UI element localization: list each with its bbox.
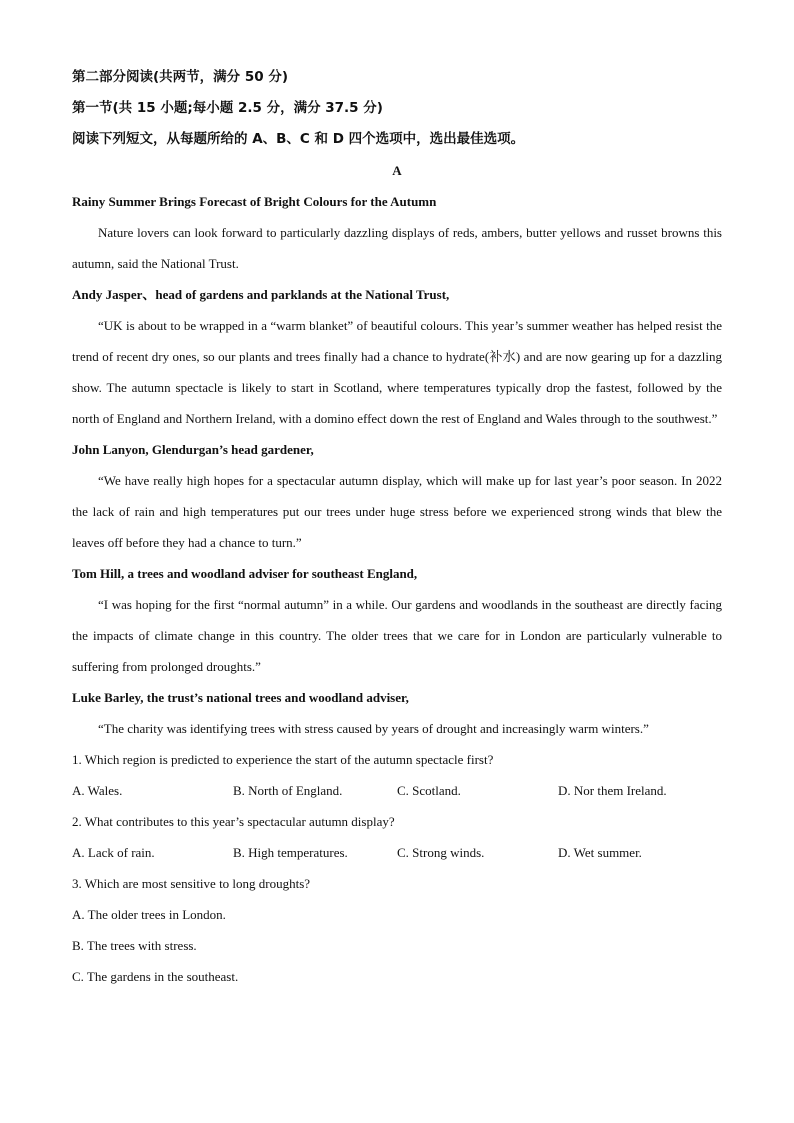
speaker-quote: “UK is about to be wrapped in a “warm blanket” of beautiful colours. This year’s summer weather has helped resist the trend of recent dry ones, so our plants and trees finally had a chance to hydrate(补水) and are now gearing up for a dazzling show. The autumn spectacle is likely to start in Scotland, where temperatures typically drop the fastest, followed by the north of England and Northern Ireland, with a domino effect down the rest of England and Wales through to the southwest.” (72, 318, 722, 426)
speaker-quote: “We have really high hopes for a spectacular autumn display, which will make up for last year’s poor season. In 2022 the lack of rain and high temperatures put our trees under huge stress before we experienced strong winds that blew the leaves off before they had a chance to turn.” (72, 473, 722, 550)
speaker-name: Luke Barley, the trust’s national trees and woodland adviser, (72, 690, 409, 705)
speaker-quote: “I was hoping for the first “normal autumn” in a while. Our gardens and woodlands in the southeast are directly facing the impacts of climate change in this country. The older trees that we care for in London are particularly vulnerable to suffering from prolonged droughts.” (72, 597, 722, 674)
option-c[interactable]: C. The gardens in the southeast. (72, 969, 239, 984)
speaker-name: John Lanyon, Glendurgan’s head gardener, (72, 442, 314, 457)
option-d[interactable]: D. Nor them Ireland. (558, 783, 667, 798)
question-stem: 1. Which region is predicted to experience the start of the autumn spectacle first? (72, 752, 494, 767)
part-heading: 第二部分阅读(共两节，满分 50 分) (72, 69, 289, 85)
question-stem: 2. What contributes to this year’s spectacular autumn display? (72, 814, 395, 829)
instruction: 阅读下列短文，从每题所给的 A、B、C 和 D 四个选项中，选出最佳选项。 (72, 131, 525, 147)
question-options (72, 837, 722, 868)
section-heading: 第一节(共 15 小题;每小题 2.5 分，满分 37.5 分) (72, 100, 383, 116)
option-c[interactable]: C. Strong winds. (397, 845, 485, 860)
question-stem: 3. Which are most sensitive to long droughts? (72, 876, 311, 891)
question-options (72, 775, 722, 806)
option-b[interactable]: B. North of England. (233, 783, 343, 798)
option-d[interactable]: D. Wet summer. (558, 845, 642, 860)
option-a[interactable]: A. The older trees in London. (72, 907, 226, 922)
speaker-name: Tom Hill, a trees and woodland adviser for southeast England, (72, 566, 418, 581)
passage-label: A (392, 163, 402, 178)
speaker-name: Andy Jasper、head of gardens and parklands at the National Trust, (72, 287, 450, 302)
option-c[interactable]: C. Scotland. (397, 783, 461, 798)
article-title: Rainy Summer Brings Forecast of Bright Colours for the Autumn (72, 194, 437, 209)
article-intro: Nature lovers can look forward to particularly dazzling displays of reds, ambers, butter yellows and russet browns this autumn, said the National Trust. (72, 225, 722, 271)
option-b[interactable]: B. The trees with stress. (72, 938, 197, 953)
option-a[interactable]: A. Wales. (72, 783, 123, 798)
exam-page (72, 62, 722, 992)
option-b[interactable]: B. High temperatures. (233, 845, 348, 860)
speaker-quote: “The charity was identifying trees with stress caused by years of drought and increasingly warm winters.” (98, 721, 649, 736)
option-a[interactable]: A. Lack of rain. (72, 845, 155, 860)
